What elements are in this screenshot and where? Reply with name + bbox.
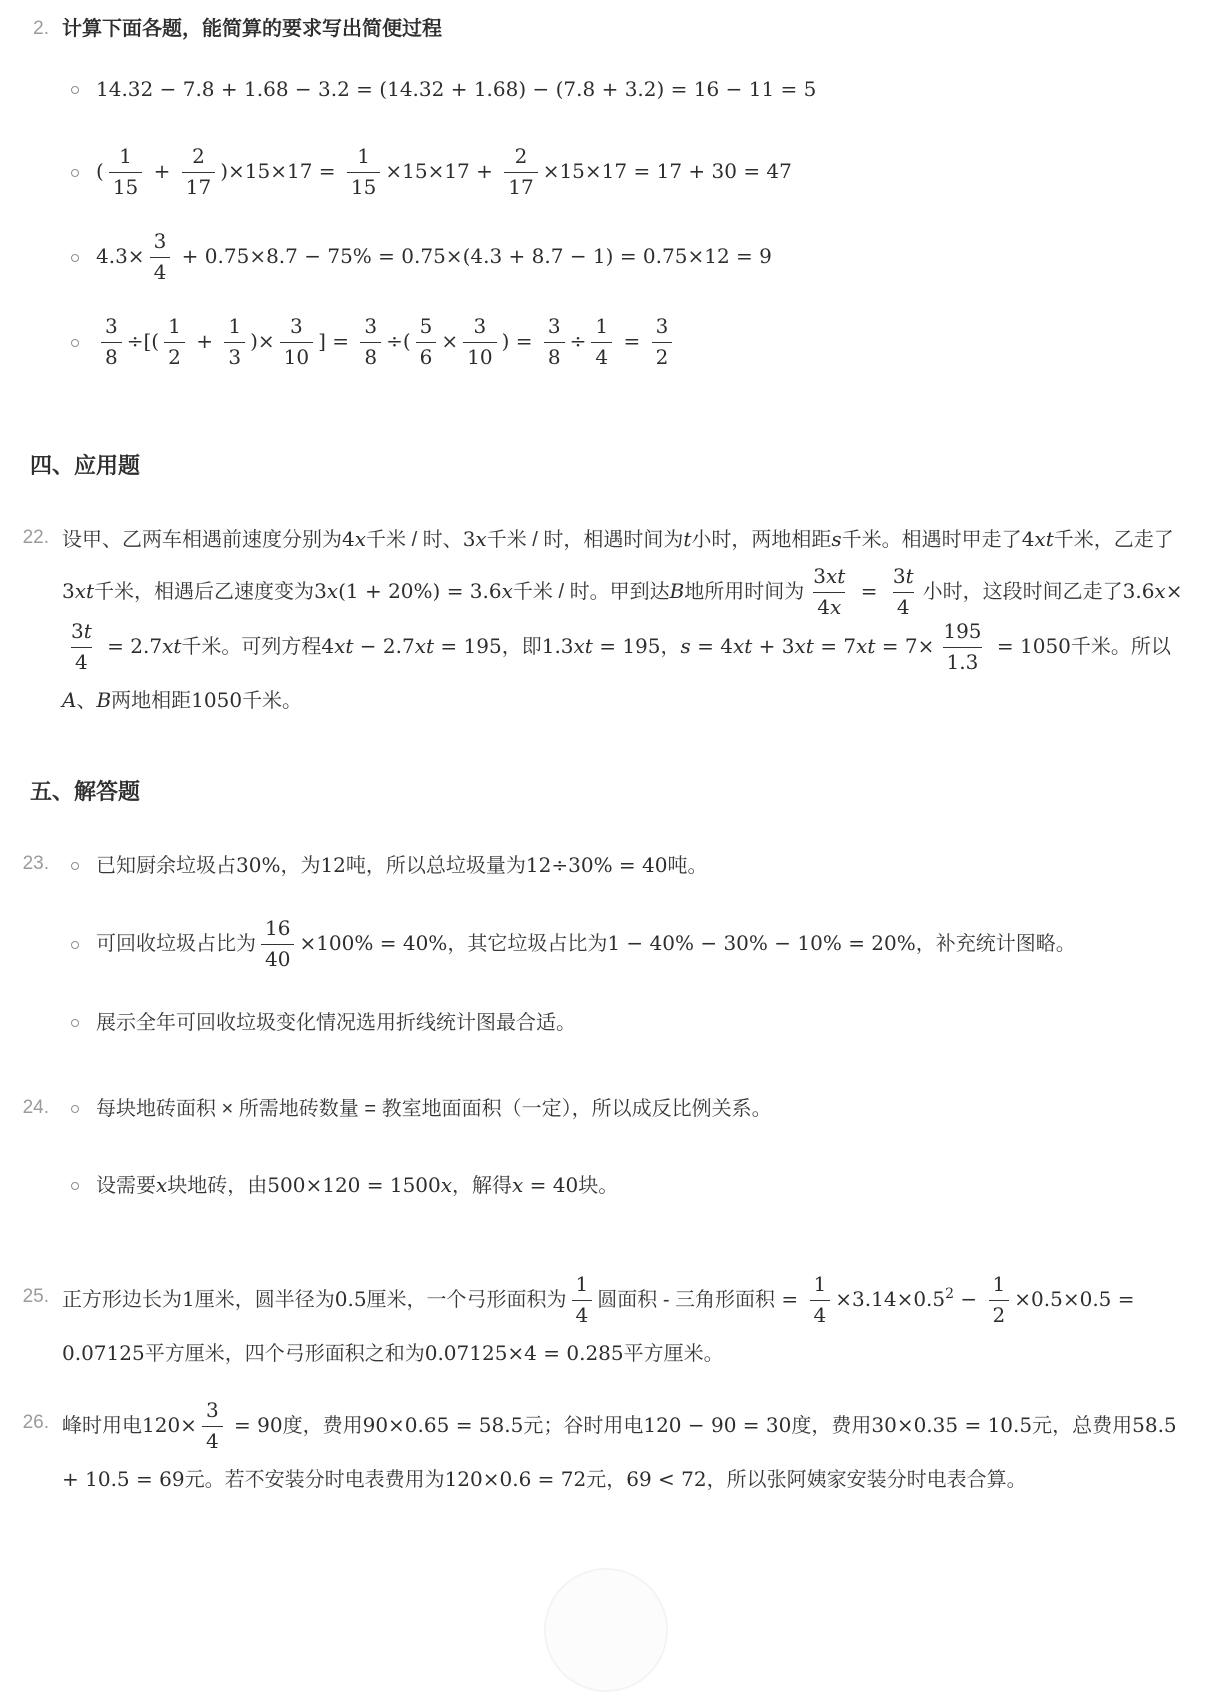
fraction: [504, 145, 537, 200]
math-text: 3: [813, 564, 827, 588]
math-text: = 7×: [875, 633, 935, 658]
text-run: ，解得: [452, 1175, 513, 1197]
section-heading-solution: 五、解答题: [30, 779, 141, 804]
fraction: [202, 1399, 223, 1454]
math-text: = 1050: [990, 633, 1071, 658]
math-text: 4: [321, 633, 335, 658]
math-text: 1: [119, 144, 132, 168]
math-variable: x: [156, 1173, 168, 1197]
question-2: [20, 14, 1184, 400]
text-run: 正方形边长为: [62, 1288, 182, 1311]
math-text: 3: [462, 527, 476, 551]
text-run: 千米 / 时，相遇时间为: [486, 529, 684, 551]
bullet-content: [96, 145, 1184, 200]
math-variable: s: [831, 527, 842, 551]
math-text: ×0.5×0.5 = 0.07125: [62, 1286, 1135, 1365]
math-text: )×: [250, 328, 275, 353]
question-26-answer: [62, 1399, 1184, 1505]
text-run: 地所用时间为: [684, 580, 805, 603]
fraction: [360, 315, 381, 370]
math-variable: x: [1154, 578, 1166, 603]
question-24: [20, 1084, 1184, 1237]
math-variable: xt: [162, 633, 182, 658]
text-run: 元，总费用: [1032, 1414, 1133, 1437]
text-run: 千米。: [242, 690, 303, 712]
text-run: 元，: [586, 1469, 627, 1491]
fraction: [939, 620, 985, 675]
text-run: 块。: [578, 1175, 619, 1197]
math-variable: xt: [826, 564, 846, 588]
math-text: 15: [350, 175, 377, 199]
bullet-content: [96, 840, 1184, 891]
math-variable: x: [475, 527, 487, 551]
math-text: 3.6: [1122, 578, 1155, 603]
math-text: 2: [992, 1303, 1006, 1327]
text-run: 已知厨余垃圾占: [96, 855, 236, 877]
text-run: 可回收垃圾占比为: [96, 932, 256, 955]
math-text: 3: [71, 619, 84, 643]
math-text: ×: [441, 328, 459, 353]
bullet-content: [96, 64, 1184, 115]
text-run: 两地相距: [111, 690, 192, 712]
math-text: 4: [817, 595, 831, 619]
bullet-content: [96, 1160, 1184, 1211]
math-variable: xt: [334, 633, 354, 658]
math-text: ×15×17 = 17 + 30 = 47: [542, 158, 792, 183]
text-run: 展示全年可回收垃圾变化情况选用折线统计图最合适。: [96, 1012, 576, 1034]
math-text: 10: [467, 345, 493, 369]
text-run: 度，费用: [791, 1414, 872, 1437]
math-variable: xt: [732, 633, 753, 658]
bullet-row: [62, 998, 1184, 1048]
math-text: 0.5: [913, 1286, 946, 1311]
math-text: 1: [595, 314, 609, 338]
math-text: 2: [655, 345, 669, 369]
fraction: [182, 145, 215, 200]
math-variable: B: [669, 578, 685, 603]
math-variable: xt: [1034, 527, 1054, 551]
text-run: 千米，乙走了: [1053, 529, 1174, 551]
text-run: 设需要: [96, 1175, 156, 1197]
math-variable: x: [830, 595, 842, 619]
math-text: 2: [168, 345, 181, 369]
text-run: 圆面积 - 三角形面积: [597, 1288, 776, 1311]
math-variable: x: [440, 1173, 453, 1197]
math-variable: x: [512, 1173, 524, 1197]
math-text: 1: [813, 1272, 827, 1296]
math-variable: t: [905, 564, 914, 588]
math-text: 14.32 − 7.8 + 1.68 − 3.2 = (14.32 + 1.68) − (7.8 + 3.2) = 16 − 11 = 5: [96, 77, 817, 101]
math-text: 3: [473, 314, 487, 338]
math-text: 0.5: [334, 1286, 367, 1311]
math-text: 4: [342, 527, 355, 551]
math-text: 69 < 72: [626, 1467, 707, 1491]
text-run: 元；谷时用电: [523, 1414, 644, 1437]
item-number-23: 23.: [22, 853, 49, 874]
math-text: 120 − 90 = 30: [643, 1412, 792, 1437]
math-variable: t: [83, 619, 92, 643]
math-variable: A: [62, 688, 77, 712]
math-text: 1050: [191, 688, 243, 712]
text-run: 千米。相遇时甲走了: [841, 529, 1022, 551]
math-variable: x: [501, 578, 513, 603]
text-run: 千米。可列方程: [181, 635, 322, 658]
math-text: =: [617, 328, 647, 353]
question-22: [20, 514, 1184, 726]
text-run: 平方厘米。: [623, 1343, 724, 1365]
math-text: 1: [182, 1286, 195, 1311]
fraction: [150, 230, 171, 285]
fraction: [224, 315, 245, 370]
math-text: 3: [228, 345, 242, 369]
text-run: 千米，相遇后乙速度变为: [94, 580, 315, 603]
bullet-row: [62, 1160, 1184, 1211]
bullet-content: [96, 315, 1184, 370]
text-run: 峰时用电: [62, 1414, 142, 1437]
text-run: 小时，两地相距: [691, 529, 832, 551]
math-text: 3: [105, 314, 118, 338]
math-variable: x: [326, 578, 339, 603]
math-text: 1: [168, 314, 181, 338]
math-text: 16: [265, 916, 291, 940]
math-superscript: [945, 1286, 954, 1302]
text-run: 厘米，圆半径为: [194, 1288, 335, 1311]
math-text: = 195: [434, 633, 502, 658]
math-text: 15: [112, 175, 139, 199]
math-text: 2: [192, 144, 205, 168]
math-variable: xt: [794, 633, 814, 658]
math-text: 30%: [236, 853, 281, 877]
text-run: 度，费用: [282, 1414, 363, 1437]
question-2-title: 计算下面各题，能简算的要求写出简便过程: [62, 18, 442, 40]
math-text: ] =: [318, 328, 356, 353]
math-text: = 195: [592, 633, 661, 658]
math-text: 8: [364, 345, 378, 369]
fraction: [101, 315, 122, 370]
bullet-circle-icon: [71, 169, 79, 177]
math-variable: xt: [573, 633, 593, 658]
math-text: 1.3: [541, 633, 574, 658]
text-run: 设甲、乙两车相遇前速度分别为: [62, 529, 342, 551]
math-text: ×15×17 +: [385, 158, 500, 183]
math-text: 3: [153, 229, 167, 253]
math-text: )×15×17 =: [220, 158, 342, 183]
math-text: ÷: [569, 328, 587, 353]
bullet-circle-icon: [71, 862, 79, 870]
bullet-circle-icon: [71, 1019, 79, 1027]
math-text: 3: [289, 314, 303, 338]
math-text: 8: [547, 345, 561, 369]
fraction: [463, 315, 496, 370]
math-text: 2: [945, 1285, 955, 1302]
math-text: − 2.7: [353, 633, 415, 658]
math-text: 4: [205, 1429, 219, 1453]
math-variable: xt: [414, 633, 435, 658]
bullet-row: [62, 840, 1184, 891]
math-text: ×100% = 40%: [299, 930, 448, 955]
math-variable: B: [96, 688, 112, 712]
math-text: 120×0.6 = 72: [444, 1467, 587, 1491]
math-text: 1: [575, 1272, 589, 1296]
math-text: = 7: [813, 633, 857, 658]
math-text: 120×: [142, 1412, 197, 1437]
text-run: ，补充统计图略。: [915, 932, 1076, 955]
question-2-answers: [62, 64, 1184, 370]
math-text: 1.3: [946, 650, 979, 674]
bullet-content: [96, 917, 1184, 972]
text-run: ，即: [501, 635, 542, 658]
math-text: ÷[(: [126, 328, 160, 353]
bullet-row: [62, 145, 1184, 200]
math-text: −: [954, 1286, 984, 1311]
math-text: + 3: [752, 633, 795, 658]
math-text: 4: [896, 595, 910, 619]
math-text: 4: [575, 1303, 589, 1327]
question-26: [20, 1399, 1184, 1505]
math-text: 6: [419, 345, 433, 369]
item-number-25: 25.: [22, 1286, 49, 1307]
section-heading-application: 四、应用题: [30, 453, 141, 478]
question-25-answer: [62, 1273, 1184, 1379]
math-text: 4: [75, 650, 88, 674]
item-number-2: 2.: [33, 18, 49, 39]
math-text: 90×0.65 = 58.5: [362, 1412, 524, 1437]
text-run: ，其它垃圾占比为: [447, 932, 608, 955]
math-text: 1: [357, 144, 370, 168]
page-bottom-watermark: [544, 1568, 668, 1692]
math-text: 40: [265, 947, 291, 971]
text-run: 吨。: [667, 855, 708, 877]
text-run: 小时，这段时间乙走了: [922, 580, 1123, 603]
text-run: 厘米，一个弓形面积为: [366, 1288, 567, 1311]
fraction: [544, 315, 565, 370]
math-text: 30×0.35 = 10.5: [871, 1412, 1033, 1437]
math-text: = 2.7: [100, 633, 163, 658]
math-text: = 4: [690, 633, 733, 658]
math-text: 4: [813, 1303, 827, 1327]
text-run: 千米 / 时、: [366, 529, 463, 551]
math-text: + 0.75×8.7 − 75% = 0.75×(4.3 + 8.7 − 1) = 0.75×12 = 9: [175, 243, 772, 268]
math-text: 0.07125×4 = 0.285: [424, 1341, 624, 1365]
fraction: [572, 1273, 593, 1328]
math-text: 2: [514, 144, 528, 168]
bullet-circle-icon: [71, 339, 79, 347]
math-text: 3: [205, 1398, 219, 1422]
text-run: 千米。所以: [1070, 635, 1171, 658]
bullet-row: [62, 315, 1184, 370]
bullet-circle-icon: [71, 254, 79, 262]
math-text: 10: [283, 345, 310, 369]
math-text: +: [189, 328, 220, 353]
question-22-answer: [62, 514, 1184, 726]
text-run: 、: [76, 690, 97, 712]
math-text: 4: [595, 345, 609, 369]
fraction: [652, 315, 673, 370]
fraction: [989, 1273, 1010, 1328]
math-text: 1: [228, 314, 242, 338]
bullet-content: [96, 230, 1184, 285]
question-24-answers: [62, 1084, 1184, 1211]
math-text: 5: [419, 314, 433, 338]
math-text: 195: [943, 619, 982, 643]
fraction: [591, 315, 612, 370]
math-text: 58.5 + 10.5 = 69: [62, 1412, 1177, 1491]
math-text: 12÷30% = 40: [525, 853, 668, 877]
fraction: [261, 917, 294, 972]
bullet-circle-icon: [71, 1182, 79, 1190]
math-text: ÷(: [386, 328, 411, 353]
text-run: 吨，所以总垃圾量为: [345, 855, 526, 877]
math-text: ×3.14×: [835, 1286, 914, 1311]
bullet-content: [96, 998, 1184, 1048]
math-text: 4: [1021, 527, 1035, 551]
math-variable: s: [680, 633, 691, 658]
math-text: 4: [153, 260, 167, 284]
math-text: 500×120 = 1500: [267, 1173, 441, 1197]
bullet-row: [62, 1084, 1184, 1134]
math-text: = 40: [523, 1173, 579, 1197]
math-text: 1 − 40% − 30% − 10% = 20%: [607, 930, 916, 955]
math-variable: xt: [74, 578, 95, 603]
math-text: (1 + 20%) = 3.6: [338, 578, 502, 603]
bullet-row: [62, 230, 1184, 285]
fraction: [67, 620, 96, 675]
math-variable: t: [683, 527, 692, 551]
math-text: ×: [1165, 578, 1183, 603]
text-run: ，为: [280, 855, 321, 877]
math-text: +: [147, 158, 177, 183]
bullet-content: [96, 1084, 1184, 1134]
math-text: (: [96, 158, 104, 183]
text-run: ，所以张阿姨家安装分时电表合算。: [706, 1469, 1027, 1491]
bullet-circle-icon: [71, 1105, 79, 1113]
text-run: 千米 / 时。甲到达: [512, 580, 670, 603]
fraction: [109, 145, 142, 200]
math-text: 3: [892, 564, 906, 588]
question-23-answers: [62, 840, 1184, 1048]
item-number-26: 26.: [22, 1412, 49, 1433]
text-run: 元。若不安装分时电表费用为: [184, 1469, 445, 1491]
math-text: 17: [508, 175, 534, 199]
fraction: [809, 565, 849, 620]
math-text: 12: [320, 853, 346, 877]
fraction: [416, 315, 437, 370]
math-text: ) =: [501, 328, 539, 353]
math-text: 3: [364, 314, 378, 338]
math-variable: x: [354, 527, 367, 551]
math-text: 3: [314, 578, 327, 603]
fraction: [347, 145, 380, 200]
text-run: 块地砖，由: [167, 1175, 268, 1197]
math-text: = 90: [227, 1412, 283, 1437]
math-text: 8: [105, 345, 118, 369]
math-text: =: [775, 1286, 805, 1311]
math-text: 17: [185, 175, 212, 199]
math-text: 3: [655, 314, 669, 338]
math-text: 1: [992, 1272, 1006, 1296]
fraction: [889, 565, 918, 620]
text-run: ，: [660, 635, 681, 658]
bullet-circle-icon: [71, 86, 79, 94]
math-text: 3: [62, 578, 75, 603]
math-text: 4.3×: [96, 243, 145, 268]
text-run: 每块地砖面积 × 所需地砖数量 = 教室地面面积（一定），所以成反比例关系。: [96, 1098, 772, 1120]
math-text: 3: [547, 314, 561, 338]
item-number-22: 22.: [22, 527, 49, 548]
question-23: [20, 840, 1184, 1074]
question-25: [20, 1273, 1184, 1379]
item-number-24: 24.: [22, 1097, 49, 1118]
bullet-row: [62, 917, 1184, 972]
fraction: [164, 315, 185, 370]
bullet-circle-icon: [71, 941, 79, 949]
bullet-row: [62, 64, 1184, 115]
fraction: [280, 315, 313, 370]
fraction: [810, 1273, 831, 1328]
math-variable: xt: [856, 633, 876, 658]
math-text: =: [854, 578, 884, 603]
text-run: 平方厘米，四个弓形面积之和为: [144, 1343, 425, 1365]
